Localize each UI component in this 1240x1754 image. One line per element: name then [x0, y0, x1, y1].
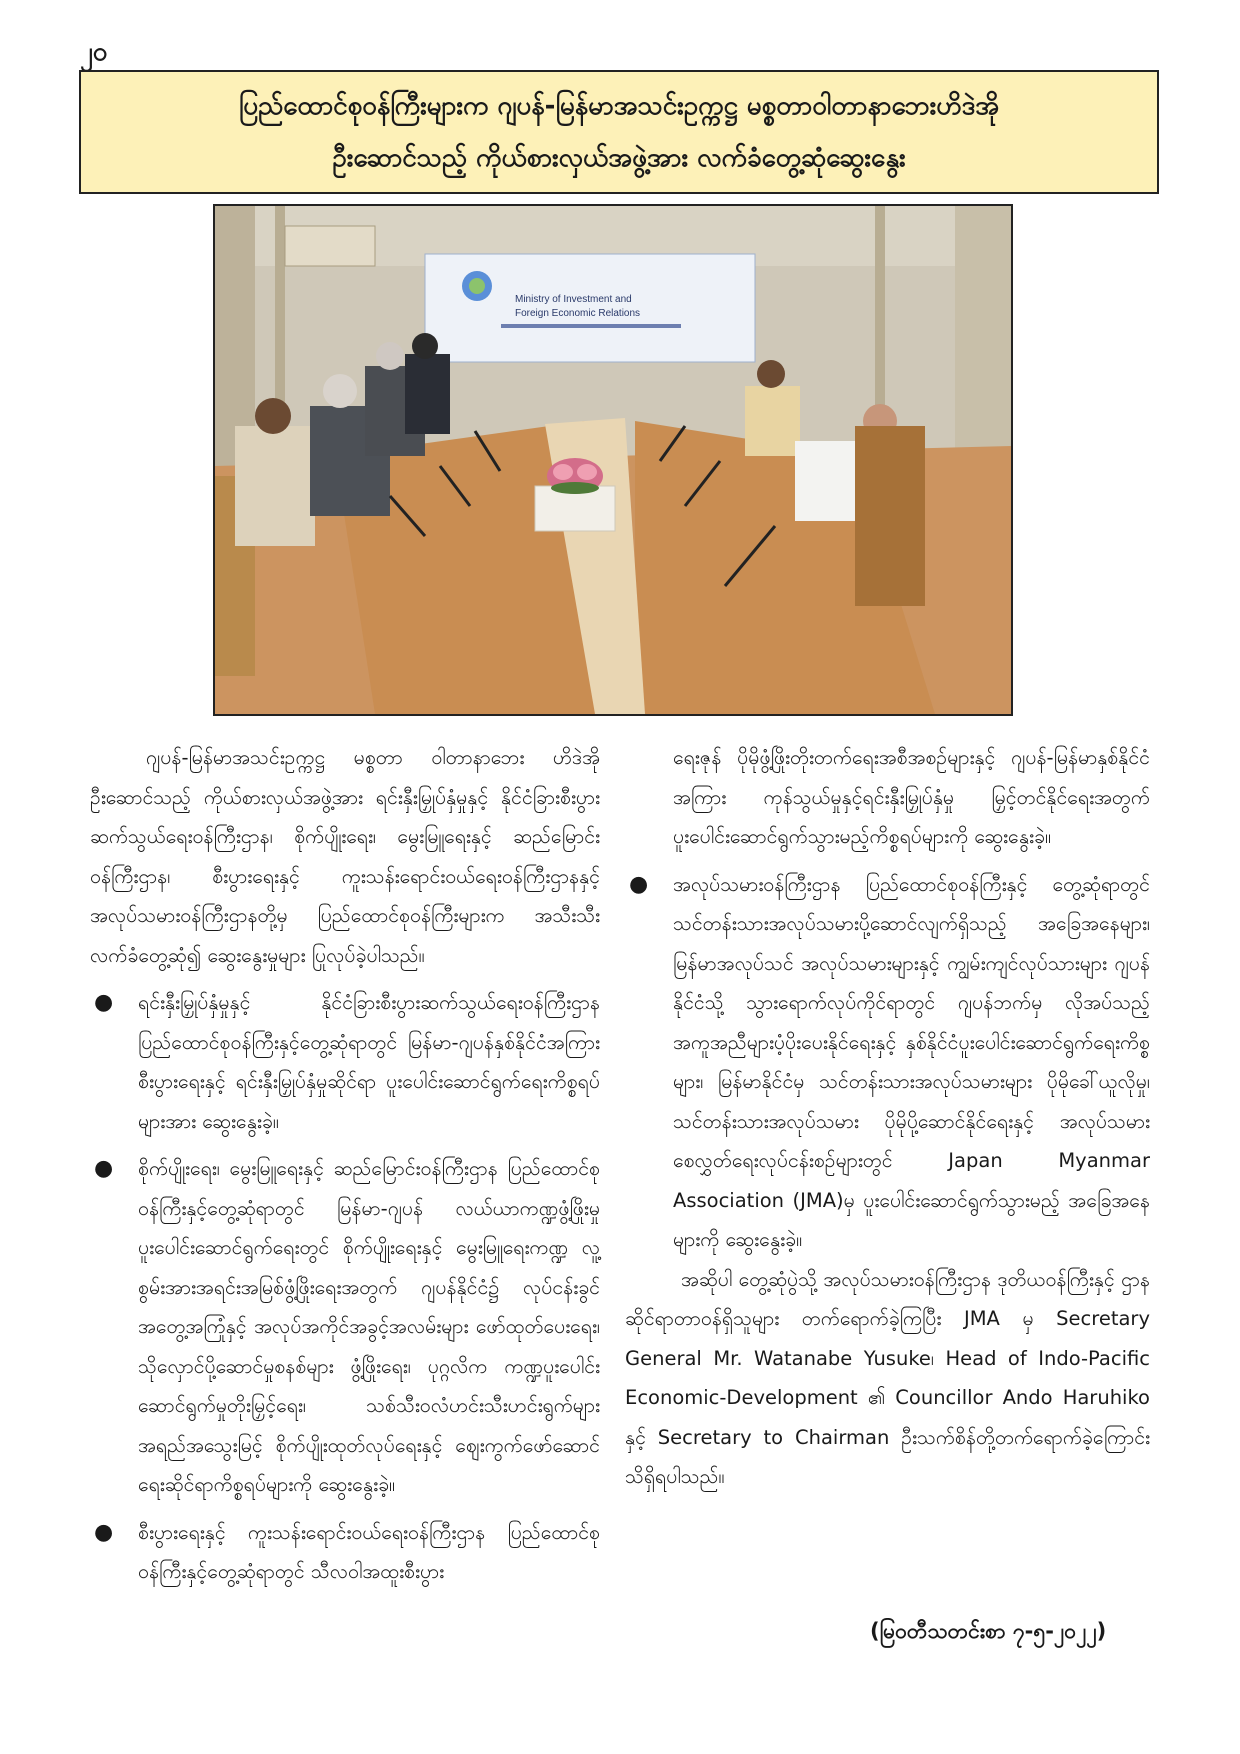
- headline-box: [79, 70, 1159, 194]
- intro-paragraph: ဂျပန်-မြန်မာအသင်းဥက္ကဋ္ဌ မစ္စတာ ဝါတာနာဘေး ဟိဒဲအို ဦးဆောင်သည့် ကိုယ်စားလှယ်အဖွဲ့အား ရင်းနှီးမြှုပ်နှံမှုနှင့် နိုင်ငံခြားစီးပွားဆက်သွယ်ရေးဝန်ကြီးဌာန၊ စိုက်ပျိုးရေး၊ မွေးမြူရေးနှင့် ဆည်မြောင်းဝန်ကြီးဌာန၊ စီးပွားရေးနှင့် ကူးသန်းရောင်းဝယ်ရေးဝန်ကြီးဌာနနှင့် အလုပ်သမားဝန်ကြီးဌာနတို့မှ ပြည်ထောင်စုဝန်ကြီးများက အသီးသီးလက်ခံတွေ့ဆုံ၍ ဆွေးနွေးမှုများ ပြုလုပ်ခဲ့ပါသည်။: [90, 746, 600, 967]
- meeting-photo: [213, 204, 1013, 716]
- left-column: [90, 738, 600, 1592]
- headline-line-2: ဦးဆောင်သည့် ကိုယ်စားလှယ်အဖွဲ့အား လက်ခံတွေ့ဆုံဆွေးနွေး: [332, 143, 906, 173]
- headline-line-1: ပြည်ထောင်စုဝန်ကြီးများက ဂျပန်-မြန်မာအသင်းဥက္ကဋ္ဌ မစ္စတာဝါတာနာဘေးဟိဒဲအို: [238, 91, 1000, 121]
- meeting-scene: [215, 206, 1011, 714]
- bullet-icon: ●: [629, 871, 649, 897]
- right-column: [625, 738, 1150, 1497]
- bullet-icon: ●: [94, 1156, 114, 1181]
- continuation-paragraph: ရေးဇုန် ပိုမိုဖွံ့ဖြိုးတိုးတက်ရေးအစီအစဉ်များနှင့် ဂျပန်-မြန်မာနှစ်နိုင်ငံအကြား ကုန်သွယ်မှုနှင့်ရင်းနှီးမြှုပ်နှံမှု မြှင့်တင်နိုင်ရေးအတွက် ပူးပေါင်းဆောင်ရွက်သွားမည့်ကိစ္စရပ်များကို ဆွေးနွေးခဲ့။: [673, 746, 1150, 848]
- page-number: ၂၀: [80, 37, 108, 67]
- bullet-text: စိုက်ပျိုးရေး၊ မွေးမြူရေးနှင့် ဆည်မြောင်းဝန်ကြီးဌာန ပြည်ထောင်စုဝန်ကြီးနှင့်တွေ့ဆုံရာတွင် မြန်မာ-ဂျပန် လယ်ယာကဏ္ဍဖွံ့ဖြိုးမှု ပူးပေါင်းဆောင်ရွက်ရေးတွင် စိုက်ပျိုးရေးနှင့် မွေးမြူရေးကဏ္ဍ လူ့စွမ်းအားအရင်းအမြစ်ဖွံ့ဖြိုးရေးအတွက် ဂျပန်နိုင်ငံ၌ လုပ်ငန်းခွင်အတွေ့အကြုံနှင့် အလုပ်အကိုင်အခွင့်အလမ်းများ ဖော်ထုတ်ပေးရေး၊ သိုလှောင်ပို့ဆောင်မှုစနစ်များ ဖွံ့ဖြိုးရေး၊ ပုဂ္ဂလိက ကဏ္ဍပူးပေါင်းဆောင်ရွက်မှုတိုးမြှင့်ရေး၊ သစ်သီးဝလံဟင်းသီးဟင်းရွက်များ အရည်အသွေးမြင့် စိုက်ပျိုးထုတ်လုပ်ရေးနှင့် ဈေးကွက်ဖော်ဆောင်ရေးဆိုင်ရာကိစ္စရပ်များကို ဆွေးနွေးခဲ့။: [138, 1157, 600, 1496]
- list-item: [90, 983, 600, 1141]
- bullet-text: စီးပွားရေးနှင့် ကူးသန်းရောင်းဝယ်ရေးဝန်ကြီးဌာန ပြည်ထောင်စုဝန်ကြီးနှင့်တွေ့ဆုံရာတွင် သီလဝါအထူးစီးပွား: [138, 1520, 600, 1583]
- bullet-icon: ●: [94, 990, 114, 1015]
- list-item: [90, 1149, 600, 1505]
- source-citation: (မြဝတီသတင်းစာ ၇-၅-၂၀၂၂): [870, 1619, 1107, 1643]
- bullet-text: အလုပ်သမားဝန်ကြီးဌာန ပြည်ထောင်စုဝန်ကြီးနှင့် တွေ့ဆုံရာတွင် သင်တန်းသားအလုပ်သမားပို့ဆောင်လျက်ရှိသည့် အခြေအနေများ၊ မြန်မာအလုပ်သင် အလုပ်သမားများနှင့် ကျွမ်းကျင်လုပ်သားများ ဂျပန်နိုင်ငံသို့ သွားရောက်လုပ်ကိုင်ရာတွင် ဂျပန်ဘက်မှ လိုအပ်သည့်အကူအညီများပံ့ပိုးပေးနိုင်ရေးနှင့် နှစ်နိုင်ငံပူးပေါင်းဆောင်ရွက်ရေးကိစ္စများ၊ မြန်မာနိုင်ငံမှ သင်တန်းသားအလုပ်သမားများ ပိုမိုခေါ်ယူလိုမှု၊ သင်တန်းသားအလုပ်သမား ပိုမိုပို့ဆောင်နိုင်ရေးနှင့် အလုပ်သမားစေလွှတ်ရေးလုပ်ငန်းစဉ်များတွင် Japan Myanmar Association (JMA)မှ ပူးပေါင်းဆောင်ရွက်သွားမည့် အခြေအနေများကို ဆွေးနွေးခဲ့။: [673, 872, 1150, 1251]
- list-item: [90, 1513, 600, 1592]
- closing-paragraph: အဆိုပါ တွေ့ဆုံပွဲသို့ အလုပ်သမားဝန်ကြီးဌာန ဒုတိယဝန်ကြီးနှင့် ဌာနဆိုင်ရာတာဝန်ရှိသူများ တက်ရောက်ခဲ့ကြပြီး JMA မှ Secretary General Mr. Watanabe Yusuke၊ Head of Indo-Pacific Economic-Development ၏ Councillor Ando Haruhiko နှင့် Secretary to Chairman ဦးသက်စိန်တို့တက်ရောက်ခဲ့ကြောင်း သိရှိရပါသည်။: [625, 1267, 1150, 1488]
- bullet-icon: ●: [94, 1519, 114, 1545]
- bullet-text: ရင်းနှီးမြှုပ်နှံမှုနှင့် နိုင်ငံခြားစီးပွားဆက်သွယ်ရေးဝန်ကြီးဌာန ပြည်ထောင်စုဝန်ကြီးနှင့်တွေ့ဆုံရာတွင် မြန်မာ-ဂျပန်နှစ်နိုင်ငံအကြား စီးပွားရေးနှင့် ရင်းနှီးမြှုပ်နှံမှုဆိုင်ရာ ပူးပေါင်းဆောင်ရွက်ရေးကိစ္စရပ်များအား ဆွေးနွေးခဲ့။: [138, 991, 600, 1133]
- banner-text-2: Foreign Economic Relations: [515, 308, 641, 319]
- banner-text-1: Ministry of Investment and: [515, 294, 632, 305]
- list-item: [625, 865, 1150, 1260]
